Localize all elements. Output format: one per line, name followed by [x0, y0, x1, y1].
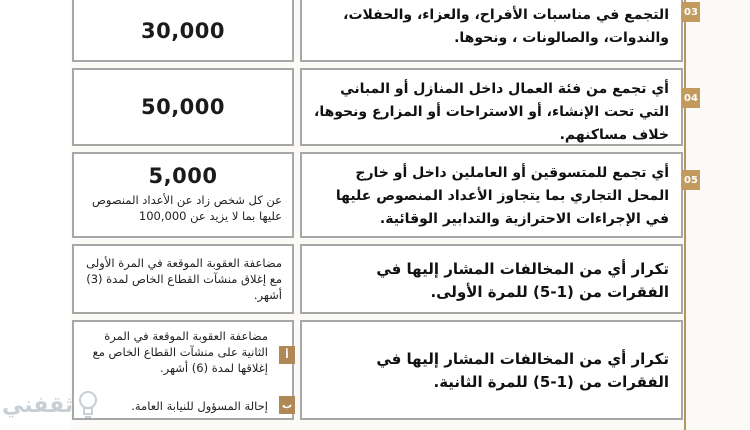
repeat-first-penalty	[72, 244, 294, 314]
row-03-amount: 30,000	[140, 19, 226, 43]
left-margin	[0, 0, 70, 430]
repeat-first-note: مضاعفة العقوبة الموقعة في المرة الأولى مع إغلاق منشآت القطاع الخاص لمدة (3) أشهر.	[86, 256, 282, 302]
row-05-description: أي تجمع للمتسوقين أو العاملين داخل أو خارج المحل التجاري بما يتجاوز الأعداد المنصوص عليها في الإجراءات الاحترازية والتدابير الوقائية.	[300, 152, 683, 238]
row-03-description: التجمع في مناسبات الأفراح، والعزاء، والحفلات، والندوات، والصالونات ، ونحوها.	[300, 0, 683, 62]
row-04-penalty	[72, 68, 294, 146]
row-03-penalty	[72, 0, 294, 62]
row-04-description: أي تجمع من فئة العمال داخل المنازل أو المباني التي تحت الإنشاء، أو الاستراحات أو المزارع ونحوها، خلاف مساكنهم.	[300, 68, 683, 146]
watermark	[2, 382, 112, 428]
gold-rule	[684, 0, 686, 430]
row-04-amount: 50,000	[140, 95, 226, 119]
sub-item-a-marker: أ	[279, 346, 295, 364]
sub-item-a-text: مضاعفة العقوبة الموقعة في المرة الثانية على منشآت القطاع الخاص مع إغلاقها لمدة (6) أشهر.	[92, 329, 268, 375]
repeat-second-description: تكرار أي من المخالفات المشار إليها في الفقرات من (1-5) للمرة الثانية.	[300, 320, 683, 420]
row-03-number: 03	[682, 2, 700, 22]
row-05-amount: 5,000	[148, 164, 218, 188]
sub-item-b-text: إحالة المسؤول للنيابة العامة.	[131, 399, 268, 413]
lightbulb-icon	[77, 390, 99, 420]
row-04-number: 04	[682, 88, 700, 108]
sub-item-b-marker: ب	[279, 396, 295, 414]
watermark-text: ثقفني	[2, 392, 74, 418]
repeat-first-description: تكرار أي من المخالفات المشار إليها في الفقرات من (1-5) للمرة الأولى.	[300, 244, 683, 314]
row-05-number: 05	[682, 170, 700, 190]
row-05-note: عن كل شخص زاد عن الأعداد المنصوص عليها بما لا يزيد عن 100,000	[92, 193, 282, 223]
row-05-penalty	[72, 152, 294, 238]
